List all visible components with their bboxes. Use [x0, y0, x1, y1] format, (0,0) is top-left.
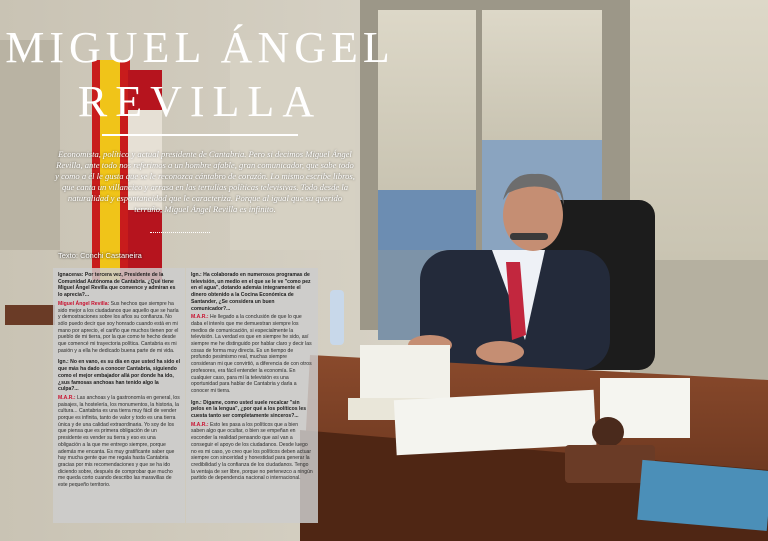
interview-column-1: [53, 268, 185, 523]
title-line-1: MIGUEL ÁNGEL: [5, 23, 395, 72]
title-line-2: REVILLA: [77, 77, 323, 126]
answer-label: M.A.R.:: [58, 394, 76, 401]
dotted-divider: [150, 232, 210, 233]
question-4: Ign.: Digame, como usted suele recalcar "sin pelos en la lengua", ¿por qué a los políticos les cuesta tanto ser completamente sinceros?...: [191, 399, 307, 420]
question-1: Ignaceras: Por tercera vez, Presidente de la Comunidad Autónoma de Cantabria. ¿Qué tiene Miguel Ángel Revilla que convence y admiran es lo aprecia?...: [58, 272, 176, 299]
question-2: Ign.: No en vano, es su día en que usted ha sido el que más ha dado a conocer Cantabria, siguiendo como el mejor embajador allá por donde ha ido, ¿sus famosas anchoas han tenido algo la culpa?...: [58, 359, 180, 393]
answer-1: [58, 301, 180, 355]
interview-column-2: [186, 268, 318, 523]
answer-4: [191, 422, 313, 482]
author-credit: Texto: Conchi Castaneira: [58, 251, 142, 260]
question-3: Ign.: Ha colaborado en numerosos programas de televisión, un medio en el que se le ve "como pez en el agua", dotando además integramente el dinero obtenido a la Cocina Económica de Santander, ¿Se considera un buen comunicador?...: [191, 272, 311, 312]
answer-label: M.A.R.:: [191, 314, 209, 321]
answer-text: Sus hechos que siempre ha sido mejor a los ciudadanos que aquello que se haría y demostraciones sobre los años su confianza. No sólo puedo decir que soy honrado cuando está en mi mano por aprecio, el cariño que muchos tienen por el pueblo de mi tierra, por la que como te hecho desde que comencé mi trayectoria política. Cantabria es mi pasión y a ella he dedicado buena parte de mi vida.: [58, 300, 179, 354]
answer-text: Esto les pasa a los políticos que a bien saben algo que ocultar, o bien se empeñan en esconder la realidad pensando que así van a conseguir el apoyo de los ciudadanos. Desde luego no es mi caso, yo creo que los políticos deben actuar siempre con sinceridad y honestidad para generar la credibilidad y la confianza de los ciudadanos. Tengo la ventaja de ser libre, porque no pertenezco a ningún partido de dependencia nacional o internacional.: [191, 421, 313, 482]
answer-text: He llegado a la conclusión de que lo que daba el interés que me demuestran siempre los medios de comunicación, si especialmente la televisión. La verdad es que en siempre he sido, así siempre me he distinguido por hablar claro y decir las cosas de forma muy directa. Es un tiempo de profundo pesimismo real, muchas siempre consideran mi que convirtió, a diferencia de con otros profesores, era fácil entender la economía. En cualquier caso, para mí la televisión es una oportunidad para hablar de Cantabria y darla a conocer mi tierra.: [191, 314, 312, 394]
answer-text: Las anchoas y la gastronomía en general, los paisajes, la hostelería, los monumentos, la historia, la cultura... Cantabria es una tierra muy fácil de vender porque es infinita, tanto de valor y todo es una tierra única y de una calidad extraordinaria. Yo soy de los que piensa que es primera obligación de un presidente es vender su tierra y eso es una obligación a la que me entrego siempre, porque además me encanta. Es muy gratificante saber que hay mucha gente que me regala hasta Cantabria gracias por mis recomendaciones y que se ha ido diciendo sobre, después de comprobar que mucho me queda corto cuando describo las maravillas de este pequeño territorio.: [58, 394, 180, 489]
answer-3: [191, 314, 313, 394]
title-divider: [102, 134, 298, 136]
answer-label: Miguel Ángel Revilla:: [58, 300, 110, 307]
intro-paragraph: Economista, político y actual presidente de Cantabria. Pero si decimos Miguel Ángel Revilla, ante todo nos referimos a un hombre afable, gran comunicador, que sabe todo y como a él le gusta que se le reconozca cántabro de corazón. Lo mismo escribe libros, que canta un villancico y arrasa en las tertulias políticas televisivas. Todo desde la naturalidad y espontaneidad que le caracteriza. Porque al igual que su querido terruño, Miguel Ángel Revilla es infinito.: [55, 149, 355, 214]
answer-label: M.A.R.:: [191, 421, 209, 428]
answer-2: [58, 395, 180, 489]
